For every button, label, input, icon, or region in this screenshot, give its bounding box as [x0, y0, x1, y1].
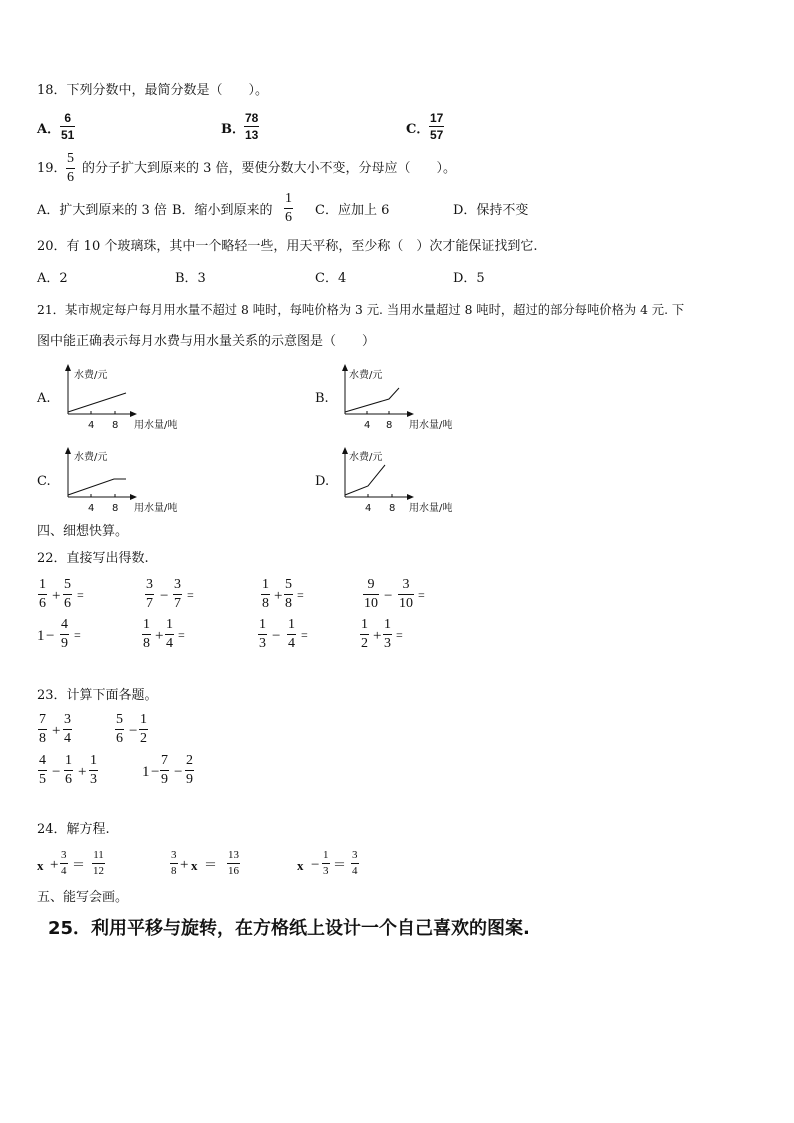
q21-graph-b — [337, 362, 467, 432]
fraction: 1 8 — [143, 617, 150, 651]
equals-sign: = — [74, 628, 81, 642]
fraction: 1 2 — [361, 617, 368, 651]
fraction: 1 4 — [288, 617, 295, 651]
fraction: 1 3 — [384, 617, 391, 651]
q20-option-c: C．4 — [315, 271, 347, 286]
q18-option-a-fraction: 6 51 — [61, 111, 75, 142]
whole-number: 1 — [37, 628, 45, 644]
q18-option-a-label: A． — [37, 122, 61, 137]
fraction: 1 6 — [65, 753, 72, 787]
fraction: 1 4 — [166, 617, 173, 651]
equals-sign: = — [396, 628, 403, 642]
q19-option-d: D．保持不变 — [453, 203, 529, 218]
q19-stem-fraction: 5 6 — [67, 151, 74, 185]
plus-sign: + — [373, 628, 382, 644]
q20-option-d: D．5 — [453, 271, 485, 286]
equals-sign: = — [187, 588, 194, 602]
whole-number: 1 — [142, 764, 150, 780]
section-4-heading: 四、细想快算。 — [37, 524, 129, 539]
q21-graph-c-x-label: 用水量/吨 — [134, 503, 178, 514]
fraction: 11 12 — [93, 849, 104, 877]
q21-graph-a-tick-8: 8 — [112, 420, 119, 431]
fraction: 5 6 — [64, 577, 71, 611]
q21-option-b-label: B. — [315, 391, 329, 406]
q18-option-b-fraction: 78 13 — [245, 111, 259, 142]
q19-option-a: A．扩大到原来的 3 倍 — [37, 203, 167, 218]
plus-sign: + — [52, 723, 61, 739]
q18-option-b-label: B． — [221, 122, 245, 137]
q19-stem: 的分子扩大到原来的 3 倍，要使分数大小不变，分母应（ ）。 — [82, 161, 457, 176]
minus-sign: − — [174, 764, 183, 780]
q21-graph-d-y-label: 水费/元 — [349, 452, 383, 463]
plus-sign: + — [155, 628, 164, 644]
minus-sign: − — [311, 857, 320, 873]
plus-sign: + — [180, 857, 189, 873]
q21-graph-a-y-label: 水费/元 — [74, 370, 108, 381]
q20-option-a: A．2 — [37, 271, 68, 286]
fraction: 5 8 — [285, 577, 292, 611]
fraction: 1 3 — [90, 753, 97, 787]
fraction: 13 16 — [228, 849, 239, 877]
q21-stem-line1: 21．某市规定每户每月用水量不超过 8 吨时，每吨价格为 3 元. 当用水量超过 8 吨时，超过的部分每吨价格为 4 元. 下 — [37, 303, 685, 317]
q19-option-b: B．缩小到原来的 — [172, 203, 273, 218]
q21-graph-b-tick-8: 8 — [386, 420, 393, 431]
fraction: 7 8 — [39, 712, 46, 746]
fraction: 3 4 — [64, 712, 71, 746]
fraction: 3 4 — [352, 849, 358, 877]
plus-sign: + — [274, 588, 283, 604]
q21-graph-d-tick-4: 4 — [365, 503, 372, 514]
minus-sign: − — [384, 588, 393, 604]
plus-sign: + — [78, 764, 87, 780]
variable-x: x — [37, 858, 44, 873]
fraction: 2 9 — [186, 753, 193, 787]
fraction: 1 2 — [140, 712, 147, 746]
equals-sign: = — [301, 628, 308, 642]
q21-option-a-label: A. — [37, 391, 51, 406]
q21-graph-c — [60, 445, 190, 515]
q21-graph-a-x-label: 用水量/吨 — [134, 420, 178, 431]
fraction: 1 3 — [259, 617, 266, 651]
equals-sign: = — [297, 588, 304, 602]
fraction: 1 3 — [323, 849, 329, 877]
q21-graph-b-tick-4: 4 — [364, 420, 371, 431]
q21-stem-line2: 图中能正确表示每月水费与用水量关系的示意图是（ ） — [37, 334, 376, 349]
q21-graph-c-y-label: 水费/元 — [74, 452, 108, 463]
q21-graph-b-x-label: 用水量/吨 — [409, 420, 453, 431]
equals-sign: = — [178, 628, 185, 642]
equals-sign: ＝ — [204, 857, 218, 872]
q19-option-b-fraction: 1 6 — [285, 191, 292, 225]
fraction: 4 9 — [61, 617, 68, 651]
minus-sign: − — [160, 588, 169, 604]
q21-option-c-label: C. — [37, 474, 51, 489]
fraction: 7 9 — [161, 753, 168, 787]
q21-option-d-label: D. — [315, 474, 330, 489]
section-5-heading: 五、能写会画。 — [37, 890, 129, 905]
q21-graph-d — [337, 445, 467, 515]
minus-sign: − — [272, 628, 281, 644]
q25-stem: 25．利用平移与旋转，在方格纸上设计一个自己喜欢的图案. — [48, 918, 530, 939]
q19-number: 19． — [37, 161, 67, 176]
q21-graph-a — [60, 362, 190, 432]
q23-title: 23．计算下面各题。 — [37, 688, 158, 703]
q21-graph-d-tick-8: 8 — [389, 503, 396, 514]
q18-option-c-label: C． — [406, 122, 430, 137]
minus-sign: − — [129, 723, 138, 739]
fraction: 1 6 — [39, 577, 46, 611]
q19-option-c: C．应加上 6 — [315, 203, 390, 218]
equals-sign: = — [418, 588, 425, 602]
q18-stem: 18．下列分数中，最简分数是（ ）。 — [37, 83, 269, 98]
q21-graph-c-tick-8: 8 — [112, 503, 119, 514]
fraction: 3 8 — [171, 849, 177, 877]
fraction: 4 5 — [39, 753, 46, 787]
equals-sign: ＝ — [72, 857, 86, 872]
minus-sign: − — [46, 628, 55, 644]
q20-option-b: B．3 — [175, 271, 206, 286]
fraction: 3 4 — [61, 849, 67, 877]
fraction: 5 6 — [116, 712, 123, 746]
q24-title: 24．解方程. — [37, 822, 110, 837]
fraction: 1 8 — [262, 577, 269, 611]
plus-sign: + — [52, 588, 61, 604]
fraction: 3 10 — [399, 577, 413, 611]
equals-sign: ＝ — [333, 857, 347, 872]
minus-sign: − — [52, 764, 61, 780]
equals-sign: = — [77, 588, 84, 602]
plus-sign: + — [50, 857, 59, 873]
q21-graph-c-tick-4: 4 — [88, 503, 95, 514]
minus-sign: − — [151, 764, 160, 780]
fraction: 9 10 — [364, 577, 378, 611]
q18-option-c-fraction: 17 57 — [430, 111, 444, 142]
fraction: 3 7 — [174, 577, 181, 611]
q20-stem: 20．有 10 个玻璃珠，其中一个略轻一些，用天平称，至少称（ ）次才能保证找到它. — [37, 239, 538, 254]
q21-graph-d-x-label: 用水量/吨 — [409, 503, 453, 514]
variable-x: x — [297, 858, 304, 873]
q22-title: 22．直接写出得数. — [37, 551, 149, 566]
q21-graph-b-y-label: 水费/元 — [349, 370, 383, 381]
variable-x: x — [191, 858, 198, 873]
fraction: 3 7 — [146, 577, 153, 611]
q21-graph-a-tick-4: 4 — [88, 420, 95, 431]
